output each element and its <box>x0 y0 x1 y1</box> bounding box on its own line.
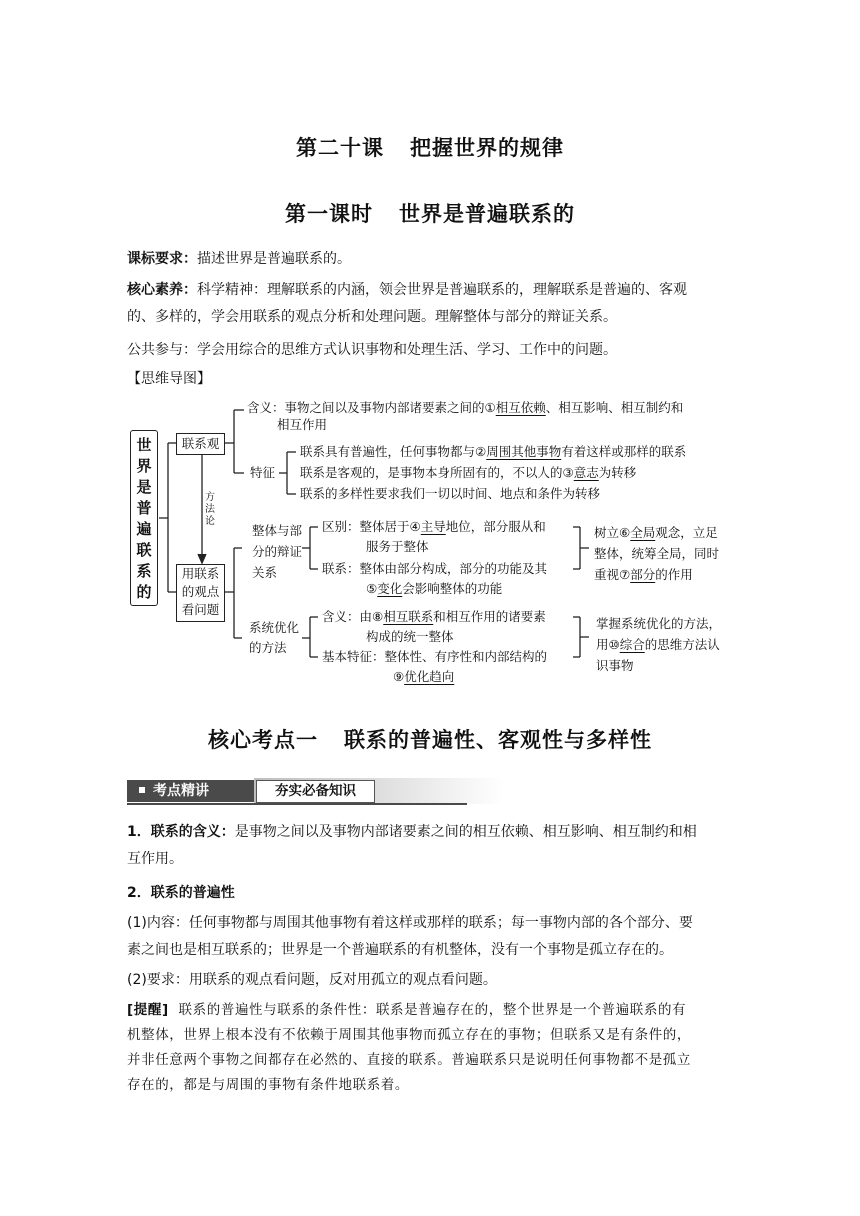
system-def-text: 由⑧ <box>359 609 384 624</box>
conclusion-text: 整体，统筹全局，同时 <box>594 546 720 561</box>
system-def-line-2: 构成的统一整体 <box>366 629 454 644</box>
method-label-char: 法 <box>205 504 215 515</box>
banner-label-text: 考点精讲 <box>153 783 209 799</box>
connection-definition <box>127 819 733 873</box>
reminder-line: 存在的，都是与周围的事物有条件地联系着。 <box>127 1077 409 1093</box>
feature-text: 有着这样或那样的联系 <box>561 444 687 459</box>
method-label <box>205 492 215 528</box>
difference-line-1 <box>322 517 546 537</box>
core-literacy-label: 核心素养： <box>127 282 197 298</box>
feature-2 <box>300 463 636 483</box>
core-literacy-text-2: 的、多样的，学会用联系的观点分析和处理问题。理解整体与部分的辩证关系。 <box>127 309 617 325</box>
link-text: 会影响整体的功能 <box>402 581 503 596</box>
core-point-number: 核心考点一 <box>208 728 318 752</box>
reminder-line: 联系的普遍性与联系的条件性：联系是普遍存在的，整个世界是一个普遍联系的有 <box>178 1002 687 1018</box>
node-method-line: 的观点 <box>181 584 220 599</box>
universality-requirement: (2)要求：用联系的观点看问题，反对用孤立的观点看问题。 <box>127 972 497 988</box>
connection-definition-text: 是事物之间以及事物内部诸要素之间的相互依赖、相互影响、相互制约和相 <box>234 824 697 840</box>
method-label-char: 论 <box>205 516 215 527</box>
whole-part-line: 分的辩证 <box>252 544 303 559</box>
difference-text: 地位，部分服从和 <box>445 519 546 534</box>
root-char: 普 <box>136 499 152 517</box>
whole-part-line: 整体与部 <box>252 523 303 538</box>
difference-line-2: 服务于整体 <box>366 539 429 554</box>
conclusion-text: 用⑩ <box>596 637 620 652</box>
section-number: 第一课时 <box>285 202 373 226</box>
feature-label: 特征 <box>250 465 276 480</box>
root-char: 系 <box>136 562 152 580</box>
answer-blank: 全局 <box>630 525 656 540</box>
system-def-label: 含义： <box>322 609 360 624</box>
method-label-char: 方 <box>205 492 215 503</box>
def-text: 、相互影响、相互制约和 <box>545 400 684 415</box>
mind-map-root <box>130 430 158 606</box>
answer-blank: 主导 <box>420 519 446 534</box>
banner-label <box>127 780 254 802</box>
mindmap-label: 【思维导图】 <box>127 371 211 387</box>
reminder-label: [提醒] <box>127 1002 169 1018</box>
answer-blank: 变化 <box>377 581 403 596</box>
root-char: 联 <box>136 541 152 559</box>
feature-1 <box>300 442 686 462</box>
root-char: 的 <box>136 583 152 601</box>
difference-label: 区别： <box>322 519 360 534</box>
public-participation: 公共参与：学会用综合的思维方式认识事物和处理生活、学习、工作中的问题。 <box>127 342 617 358</box>
node-method-line: 看问题 <box>181 602 220 617</box>
banner-rule <box>127 803 467 805</box>
lesson-number: 第二十课 <box>296 136 384 160</box>
section-name: 世界是普遍联系的 <box>399 202 575 226</box>
difference-text: 整体居于④ <box>359 519 421 534</box>
reminder-line: 机整体，世界上根本没有不依赖于周围其他事物而孤立存在的事物；但联系又是有条件的， <box>127 1027 691 1043</box>
lesson-name: 把握世界的规律 <box>410 136 564 160</box>
reminder-note <box>127 998 733 1098</box>
root-char: 遍 <box>136 520 152 538</box>
answer-blank: 优化趋向 <box>404 669 455 684</box>
conclusion-text: 的思维方法认 <box>644 637 720 652</box>
link-text: 整体由部分构成，部分的功能及其 <box>359 561 548 576</box>
section-banner <box>127 778 467 805</box>
feature-text: 为转移 <box>598 465 637 480</box>
system-def-line-1 <box>322 607 546 627</box>
def-text: 事物之间以及事物内部诸要素之间的① <box>284 400 496 415</box>
answer-blank: 部分 <box>630 567 656 582</box>
system-feature-line-2 <box>393 667 454 687</box>
node-view: 联系观 <box>176 433 225 455</box>
system-optimization-node <box>249 618 299 658</box>
root-char: 界 <box>136 457 152 475</box>
feature-text: 联系是客观的，是事物本身所固有的，不以人的③ <box>300 465 574 480</box>
system-conclusion <box>596 613 721 676</box>
banner-tab: 夯实必备知识 <box>256 780 375 803</box>
node-method-line: 用联系 <box>181 566 220 581</box>
system-feature-line-1 <box>322 647 547 667</box>
answer-blank: 相互联系 <box>383 609 434 624</box>
conclusion-text: 的作用 <box>655 567 693 582</box>
answer-blank: 相互依赖 <box>495 400 546 415</box>
system-feature-label: 基本特征： <box>322 649 385 664</box>
universality-heading: 2．联系的普遍性 <box>127 885 235 901</box>
core-point-title <box>0 724 860 754</box>
link-line-1 <box>322 559 547 579</box>
course-requirement-text: 描述世界是普遍联系的。 <box>197 251 351 267</box>
conclusion-text: 识事物 <box>596 658 634 673</box>
course-requirement-label: 课标要求： <box>127 251 197 267</box>
universality-content-line: 素之间也是相互联系的；世界是一个普遍联系的有机整体，没有一个事物是孤立存在的。 <box>127 942 673 958</box>
feature-text: 联系具有普遍性，任何事物都与② <box>300 444 487 459</box>
system-feature-number: ⑨ <box>393 669 405 684</box>
link-number: ⑤ <box>366 581 378 596</box>
core-literacy-text-1: 科学精神：理解联系的内涵，领会世界是普遍联系的，理解联系是普遍的、客观 <box>197 282 687 298</box>
conclusion-text: 树立⑥ <box>594 525 631 540</box>
feature-3: 联系的多样性要求我们一切以时间、地点和条件为转移 <box>300 486 601 501</box>
connection-definition-label: 1．联系的含义： <box>127 824 235 840</box>
core-point-name: 联系的普遍性、客观性与多样性 <box>344 728 652 752</box>
conclusion-text: 掌握系统优化的方法， <box>596 616 722 631</box>
connection-definition-text: 互作用。 <box>127 851 183 867</box>
node-method <box>176 564 225 622</box>
whole-part-line: 关系 <box>252 565 278 580</box>
system-feature-text: 整体性、有序性和内部结构的 <box>384 649 548 664</box>
answer-blank: 意志 <box>573 465 599 480</box>
whole-part-conclusion <box>594 522 719 585</box>
link-line-2 <box>366 579 502 599</box>
def-label: 含义： <box>247 400 285 415</box>
universality-content-line: (1)内容：任何事物都与周围其他事物有着这样或那样的联系；每一事物内部的各个部分、要 <box>127 915 693 931</box>
universality-content <box>127 910 733 964</box>
system-optimization-line: 系统优化 <box>249 620 300 635</box>
conclusion-text: 重视⑦ <box>594 567 631 582</box>
whole-part-node <box>252 520 302 583</box>
conclusion-text: 观念，立足 <box>655 525 718 540</box>
system-optimization-line: 的方法 <box>249 640 287 655</box>
root-char: 是 <box>136 478 152 496</box>
answer-blank: 综合 <box>619 637 645 652</box>
root-char: 世 <box>136 436 152 454</box>
link-label: 联系： <box>322 561 360 576</box>
def-line-2: 相互作用 <box>277 417 328 432</box>
square-bullet-icon <box>139 787 145 793</box>
answer-blank: 周围其他事物 <box>486 444 562 459</box>
system-def-text: 和相互作用的诸要素 <box>433 609 546 624</box>
reminder-line: 并非任意两个事物之间都存在必然的、直接的联系。普遍联系只是说明任何事物都不是孤立 <box>127 1052 691 1068</box>
